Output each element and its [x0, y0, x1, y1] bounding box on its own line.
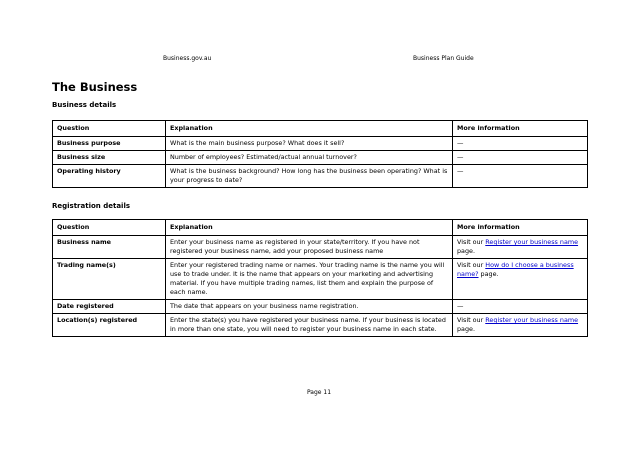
column-header-question: Question — [53, 121, 166, 137]
table-row — [53, 236, 588, 259]
register-business-name-link[interactable]: Register your business name — [485, 238, 579, 246]
explanation-cell: Enter your business name as registered in your state/territory. If you have not registered your business name, add your proposed business name — [166, 236, 453, 259]
more-info-cell — [453, 236, 588, 259]
explanation-cell: Number of employees? Estimated/actual annual turnover? — [166, 151, 453, 165]
table-header-row — [53, 121, 588, 137]
more-info-cell — [453, 259, 588, 300]
register-business-name-link[interactable]: Register your business name — [485, 316, 579, 324]
explanation-cell: The date that appears on your business name registration. — [166, 300, 453, 314]
more-info-cell: — — [453, 165, 588, 188]
header-site-name: Business.gov.au — [163, 55, 212, 62]
table-row — [53, 300, 588, 314]
business-details-table — [52, 120, 588, 188]
more-info-prefix: Visit our — [457, 316, 486, 324]
more-info-cell: — — [453, 300, 588, 314]
table-header-row — [53, 220, 588, 236]
column-header-more-information: More information — [453, 121, 588, 137]
question-cell: Business name — [53, 236, 166, 259]
more-info-suffix: page. — [457, 325, 475, 333]
table-row — [53, 165, 588, 188]
more-info-cell: — — [453, 151, 588, 165]
column-header-question: Question — [53, 220, 166, 236]
more-info-cell — [453, 314, 588, 337]
header-guide-name: Business Plan Guide — [413, 55, 474, 62]
column-header-explanation: Explanation — [166, 220, 453, 236]
explanation-cell: Enter your registered trading name or names. Your trading name is the name you will use to trade under. It is the name that appears on your marketing and advertising material. If you have multiple trading names, list them and explain the purpose of each name. — [166, 259, 453, 300]
page-number: Page 11 — [306, 389, 332, 396]
question-cell: Trading name(s) — [53, 259, 166, 300]
page-title: The Business — [52, 80, 138, 94]
more-info-suffix: page. — [478, 270, 499, 278]
table-row — [53, 314, 588, 337]
more-info-prefix: Visit our — [457, 238, 486, 246]
explanation-cell: What is the main business purpose? What does it sell? — [166, 137, 453, 151]
table-row — [53, 151, 588, 165]
question-cell: Business purpose — [53, 137, 166, 151]
explanation-cell: What is the business background? How long has the business been operating? What is your progress to date? — [166, 165, 453, 188]
registration-details-table — [52, 219, 588, 337]
question-cell: Operating history — [53, 165, 166, 188]
column-header-more-information: More information — [453, 220, 588, 236]
table-row — [53, 137, 588, 151]
question-cell: Date registered — [53, 300, 166, 314]
registration-details-heading: Registration details — [52, 202, 131, 210]
business-details-heading: Business details — [52, 101, 117, 109]
table-row — [53, 259, 588, 300]
more-info-cell: — — [453, 137, 588, 151]
choose-business-name-link[interactable]: How do I choose a business name? — [457, 261, 574, 278]
more-info-prefix: Visit our — [457, 261, 486, 269]
question-cell: Business size — [53, 151, 166, 165]
more-info-suffix: page. — [457, 247, 475, 255]
question-cell: Location(s) registered — [53, 314, 166, 337]
explanation-cell: Enter the state(s) you have registered your business name. If your business is located in more than one state, you will need to register your business name in each state. — [166, 314, 453, 337]
column-header-explanation: Explanation — [166, 121, 453, 137]
